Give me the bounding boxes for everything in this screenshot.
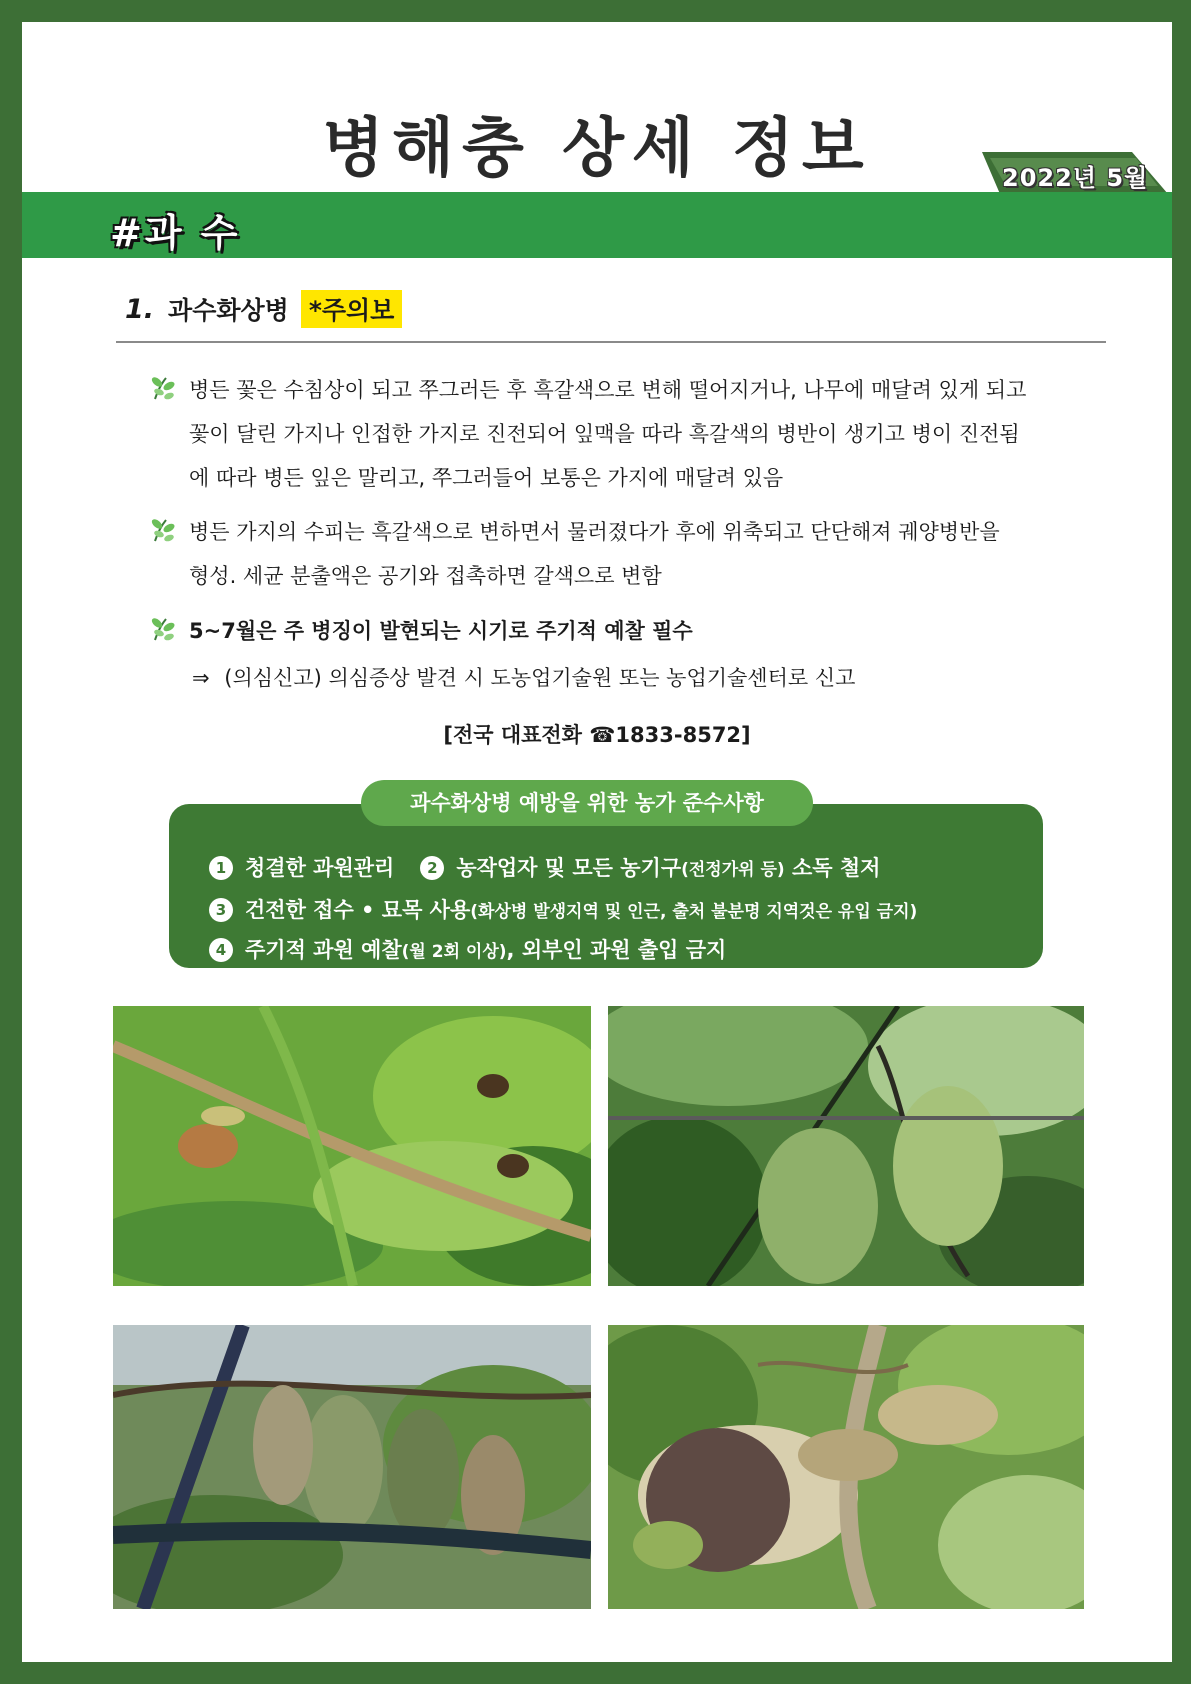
text-line: 병든 가지의 수피는 흑갈색으로 변하면서 물러졌다가 후에 위축되고 단단해져 궤양병반을 xyxy=(189,520,1000,544)
text-line: 꽃이 달린 가지나 인접한 가지로 진전되어 잎맥을 따라 흑갈색의 병반이 생기고 병이 진전됨 xyxy=(189,422,1020,446)
blossom-blight-photo xyxy=(113,1006,591,1286)
rule-tail: , 외부인 과원 출입 금지 xyxy=(506,938,727,962)
date-tab xyxy=(982,152,1168,194)
shoot-blight-photo xyxy=(608,1006,1084,1286)
rule-text: 청결한 과원관리 xyxy=(245,856,395,880)
divider xyxy=(116,341,1106,343)
text-line: 에 따라 병든 잎은 말리고, 쭈그러들어 보통은 가지에 매달려 있음 xyxy=(189,466,784,490)
disease-name: 과수화상병 xyxy=(168,296,289,325)
prevention-box xyxy=(169,804,1043,968)
season-bullet xyxy=(149,609,1109,653)
leaf-bullet-icon xyxy=(149,613,179,643)
report-line xyxy=(192,662,855,692)
page xyxy=(22,22,1172,1662)
rule-note: (월 2회 이상) xyxy=(401,942,507,962)
section-band xyxy=(22,192,1172,258)
rule-note: (화상병 발생지역 및 인근, 출처 불분명 지역것은 유입 금지) xyxy=(470,902,918,922)
symptom-text xyxy=(189,368,1109,500)
wilted-leaves-photo xyxy=(113,1325,591,1609)
text-line: 5~7월은 주 병징이 발현되는 시기로 주기적 예찰 필수 xyxy=(189,619,693,643)
rule-text: 주기적 과원 예찰 xyxy=(245,938,402,962)
season-text xyxy=(189,609,1109,653)
alert-badge: *주의보 xyxy=(301,290,403,328)
disease-heading xyxy=(125,290,402,328)
report-text: (의심신고) 의심증상 발견 시 도농업기술원 또는 농업기술센터로 신고 xyxy=(224,666,856,690)
page-title: 병해충 상세 정보 xyxy=(322,112,872,186)
rule-tail: 소독 철저 xyxy=(784,856,881,880)
text-line: 병든 꽃은 수침상이 되고 쭈그러든 후 흑갈색으로 변해 떨어지거나, 나무에 매달려 있게 되고 xyxy=(189,378,1027,402)
number-badge: 2 xyxy=(420,856,444,880)
disease-number: 1. xyxy=(125,293,155,325)
rule-note: (전정가위 등) xyxy=(681,860,785,880)
phone-number: [전국 대표전화 ☎1833-8572] xyxy=(443,723,751,747)
symptom-bullet xyxy=(149,510,1109,598)
prevention-line xyxy=(209,894,917,924)
prevention-title: 과수화상병 예방을 위한 농가 준수사항 xyxy=(361,780,813,826)
number-badge: 1 xyxy=(209,856,233,880)
section-label: #과 수 xyxy=(110,211,241,255)
text-line: 형성. 세균 분출액은 공기와 접촉하면 갈색으로 변함 xyxy=(189,564,662,588)
symptom-bullet xyxy=(149,368,1109,500)
arrow-icon: ⇒ xyxy=(192,666,210,690)
symptom-text xyxy=(189,510,1109,598)
leaf-bullet-icon xyxy=(149,514,179,544)
leaf-bullet-icon xyxy=(149,372,179,402)
rule-text: 건전한 접수 • 묘목 사용 xyxy=(245,898,471,922)
infected-fruit-photo xyxy=(608,1325,1084,1609)
prevention-line xyxy=(209,934,726,964)
number-badge: 4 xyxy=(209,938,233,962)
number-badge: 3 xyxy=(209,898,233,922)
rule-text: 농작업자 및 모든 농기구 xyxy=(456,856,682,880)
prevention-line xyxy=(209,852,880,882)
date-label: 2022년 5월 xyxy=(1002,164,1149,192)
